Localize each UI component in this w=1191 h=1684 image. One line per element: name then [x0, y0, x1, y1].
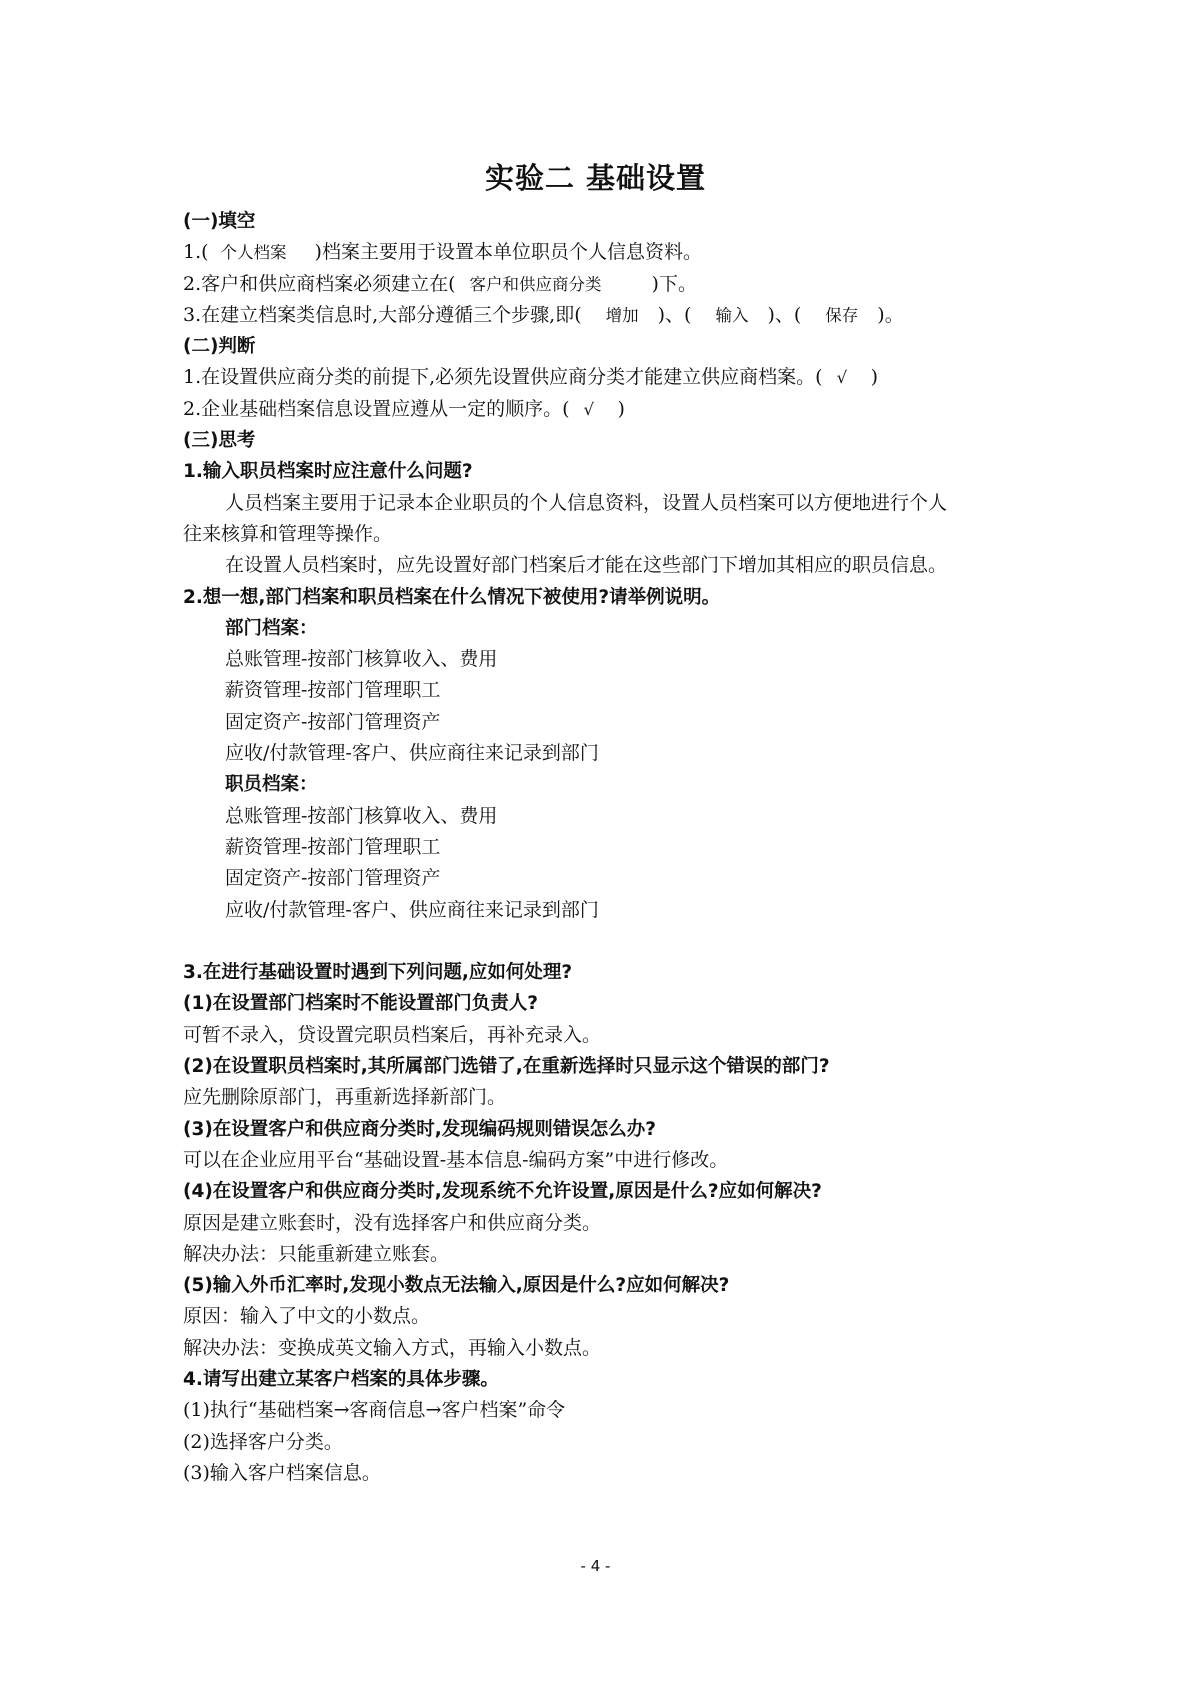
fill-question-2 [183, 269, 1023, 300]
sub-question: (1)在设置部门档案时不能设置部门负责人? [183, 993, 539, 1015]
judge-question-2 [183, 394, 1023, 425]
fill-answer: 客户和供应商分类 [469, 274, 602, 294]
think-question-2: 2.想一想,部门档案和职员档案在什么情况下被使用?请举例说明。 [183, 586, 721, 608]
answer-text: 原因：输入了中文的小数点。 [183, 1305, 431, 1328]
list-item: 固定资产-按部门管理资产 [225, 710, 441, 733]
answer-text: 原因是建立账套时，没有选择客户和供应商分类。 [183, 1211, 602, 1234]
answer-text: 可暂不录入，贷设置完职员档案后，再补充录入。 [183, 1023, 602, 1046]
q-text: )下。 [651, 272, 697, 295]
blank-line [183, 926, 1023, 957]
q-text: ) [617, 397, 625, 420]
section-heading-judge: (二)判断 [183, 336, 256, 358]
q-text: )档案主要用于设置本单位职员个人信息资料。 [314, 241, 702, 264]
dept-archive-heading: 部门档案： [225, 617, 318, 639]
list-item: 薪资管理-按部门管理职工 [225, 835, 441, 858]
q-text: 3.在建立档案类信息时,大部分遵循三个步骤,即( [183, 303, 582, 326]
fill-question-1 [183, 237, 1023, 268]
list-item: 总账管理-按部门核算收入、费用 [225, 648, 498, 671]
q-text: 1.在设置供应商分类的前提下,必须先设置供应商分类才能建立供应商档案。( [183, 366, 823, 389]
answer-text: 往来核算和管理等操作。 [183, 522, 393, 545]
fill-answer: 保存 [825, 305, 859, 325]
q-text: 1.( [183, 241, 209, 264]
q-text: 2.客户和供应商档案必须建立在( [183, 272, 456, 295]
judge-question-1 [183, 362, 1023, 393]
staff-archive-heading: 职员档案： [225, 774, 318, 796]
q-text: )。 [877, 303, 904, 326]
list-item: 应收/付款管理-客户、供应商往来记录到部门 [225, 898, 599, 921]
sub-question: (5)输入外币汇率时,发现小数点无法输入,原因是什么?应如何解决? [183, 1275, 730, 1297]
document-body [183, 206, 1023, 1489]
q-text: )、( [657, 303, 692, 326]
document-title: 实验二 基础设置 [484, 161, 707, 195]
page-number: - 4 - [580, 1557, 611, 1575]
list-item: 固定资产-按部门管理资产 [225, 867, 441, 890]
step-item: (3)输入客户档案信息。 [183, 1461, 381, 1484]
step-item: (2)选择客户分类。 [183, 1430, 343, 1453]
think-question-4: 4.请写出建立某客户档案的具体步骤。 [183, 1368, 499, 1390]
answer-text: 人员档案主要用于记录本企业职员的个人信息资料，设置人员档案可以方便地进行个人 [225, 491, 948, 514]
judge-answer: √ [583, 399, 595, 419]
fill-answer: 增加 [605, 305, 639, 325]
list-item: 薪资管理-按部门管理职工 [225, 679, 441, 702]
step-item: (1)执行“基础档案→客商信息→客户档案”命令 [183, 1399, 566, 1422]
judge-answer: √ [836, 368, 848, 388]
q-text: 2.企业基础档案信息设置应遵从一定的顺序。( [183, 397, 570, 420]
answer-text: 解决办法：变换成英文输入方式，再输入小数点。 [183, 1336, 602, 1359]
think-question-3: 3.在进行基础设置时遇到下列问题,应如何处理? [183, 962, 573, 984]
answer-text: 解决办法：只能重新建立账套。 [183, 1242, 450, 1265]
fill-answer: 个人档案 [220, 243, 287, 263]
fill-question-3 [183, 300, 1023, 331]
list-item: 总账管理-按部门核算收入、费用 [225, 804, 498, 827]
answer-text: 在设置人员档案时，应先设置好部门档案后才能在这些部门下增加其相应的职员信息。 [225, 554, 948, 577]
answer-text: 可以在企业应用平台“基础设置-基本信息-编码方案”中进行修改。 [183, 1148, 729, 1171]
sub-question: (3)在设置客户和供应商分类时,发现编码规则错误怎么办? [183, 1118, 657, 1140]
section-heading-think: (三)思考 [183, 430, 256, 452]
section-heading-fill: (一)填空 [183, 211, 256, 232]
sub-question: (4)在设置客户和供应商分类时,发现系统不允许设置,原因是什么?应如何解决? [183, 1181, 822, 1203]
answer-text: 应先删除原部门，再重新选择新部门。 [183, 1086, 507, 1109]
think-question-1: 1.输入职员档案时应注意什么问题? [183, 461, 473, 483]
list-item: 应收/付款管理-客户、供应商往来记录到部门 [225, 742, 599, 765]
q-text: ) [870, 366, 879, 389]
fill-answer: 输入 [715, 305, 749, 325]
sub-question: (2)在设置职员档案时,其所属部门选错了,在重新选择时只显示这个错误的部门? [183, 1056, 830, 1078]
q-text: )、( [767, 303, 802, 326]
